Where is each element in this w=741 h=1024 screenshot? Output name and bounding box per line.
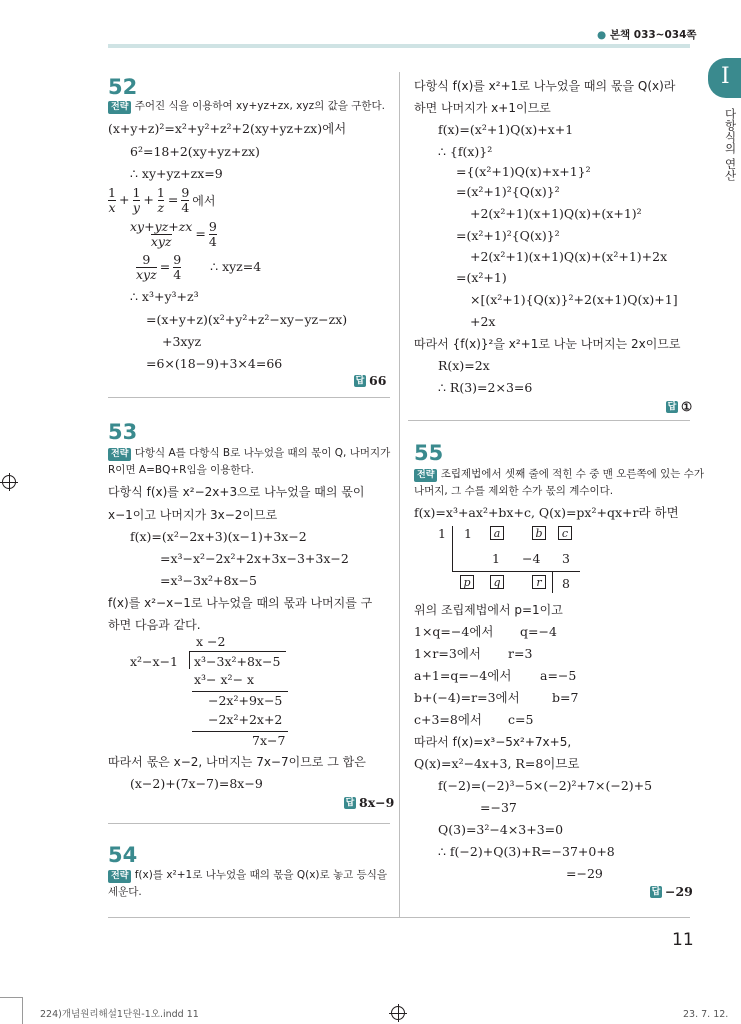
solution-line: +2(x²+1)(x+1)Q(x)+(x+1)² (470, 206, 642, 221)
solution-line: Q(x)=x²−4x+3, R=8이므로 (414, 756, 580, 771)
solution-line: ∴ f(−2)+Q(3)+R=−37+0+8 (438, 844, 615, 859)
problem-number: 53 (108, 420, 138, 444)
solution-line: ∴ R(3)=2×3=6 (438, 380, 533, 395)
solution-line: ={(x²+1)Q(x)+x+1}² (456, 164, 591, 179)
solution-line: 따라서 몫은 x−2, 나머지는 7x−7이므로 그 합은 (108, 755, 366, 769)
strategy-text: 전략 주어진 식을 이용하여 xy+yz+zx, xyz의 값을 구한다. (108, 101, 385, 114)
divider-53-54 (108, 823, 390, 824)
problem-number: 55 (414, 441, 444, 465)
bottom-rule (108, 917, 690, 918)
divider-54-55 (408, 420, 690, 421)
solution-line: =x³−x²−2x²+2x+3x−3+3x−2 (160, 551, 349, 566)
answer-55: 답 −29 (651, 884, 693, 899)
header-rule (108, 44, 690, 48)
solution-line: R(x)=2x (438, 358, 490, 373)
solution-line: ∴ xy+yz+zx=9 (130, 166, 223, 181)
synth-divisor: 1 (438, 526, 446, 541)
fraction-equation: 1 x + $\frac{1}{y}$ + $\frac{1}{z}$ = $\frac{9}{4}$ 에서 (108, 185, 216, 215)
solution-line: (x+y+z)²=x²+y²+z²+2(xy+yz+zx)에서 (108, 121, 347, 136)
registration-mark-icon (391, 1006, 405, 1020)
page-number: 11 (672, 930, 694, 950)
solution-line: Q(3)=3²−4×3+3=0 (438, 822, 564, 837)
solution-line: f(x)=x³+ax²+bx+c, Q(x)=px²+qx+r라 하면 (414, 505, 679, 520)
problem-number: 54 (108, 843, 138, 867)
remainder: 7x−7 (252, 733, 286, 748)
strategy-text: 전략 다항식 A를 다항식 B로 나누었을 때의 몫이 Q, 나머지가 (108, 448, 390, 461)
answer-badge: 답 (651, 887, 661, 898)
registration-mark-icon (2, 475, 16, 489)
solution-line: b+(−4)=r=3에서 (414, 690, 520, 705)
quotient: x −2 (196, 634, 226, 649)
solution-line: 하면 다음과 같다. (108, 618, 201, 632)
answer-54: 답 ① (667, 399, 693, 414)
solution-line: (x−2)+(7x−7)=8x−9 (130, 776, 263, 791)
answer-53: 답 8x−9 (345, 795, 395, 810)
solution-line: =−29 (566, 866, 603, 881)
footer-date: 23. 7. 12. (683, 1009, 729, 1020)
solution-line: b=7 (552, 690, 579, 705)
solution-line: =(x²+1)²{Q(x)}² (456, 228, 560, 243)
solution-line: 6²=18+2(xy+yz+zx) (130, 144, 260, 159)
answer-badge: 답 (345, 798, 355, 809)
strategy-badge: 전략 (414, 469, 437, 482)
solution-line: q=−4 (520, 624, 557, 639)
strategy-text: 전략 조립제법에서 셋째 줄에 적힌 수 중 맨 오른쪽에 있는 수가 (414, 469, 704, 482)
divider-52-53 (108, 397, 390, 398)
solution-line: 위의 조립제법에서 p=1이고 (414, 603, 563, 617)
solution-line: +2(x²+1)(x+1)Q(x)+(x²+1)+2x (470, 249, 668, 264)
solution-line: =6×(18−9)+3×4=66 (146, 356, 283, 371)
solution-line: =(x+y+z)(x²+y²+z²−xy−yz−zx) (146, 312, 348, 327)
strategy-text: 나머지, 그 수를 제외한 수가 몫의 계수이다. (414, 485, 614, 497)
solution-line: =−37 (480, 800, 517, 815)
side-tab-number: I (721, 64, 730, 89)
strategy-text: 세운다. (108, 886, 142, 898)
long-division: x −2 x²−x−1 x³−3x²+8x−5 x³− x²− x −2x²+9x−5 −2x²+2x+2 7x−7 (130, 636, 310, 748)
footer-rule (0, 997, 22, 998)
solution-line: f(x)=(x²+1)Q(x)+x+1 (438, 122, 574, 137)
strategy-text: 전략 f(x)를 x²+1로 나누었을 때의 몫을 Q(x)로 놓고 등식을 (108, 870, 387, 883)
solution-line: =(x²+1)²{Q(x)}² (456, 184, 560, 199)
solution-line: a+1=q=−4에서 (414, 668, 512, 683)
fraction-equation: xy+yz+zx xyz = $\frac{9}{4}$ (130, 219, 217, 249)
solution-line: c=5 (508, 712, 534, 727)
bullet-icon: ● (597, 29, 607, 41)
header-ref: ● 본책 033~034쪽 (597, 29, 697, 41)
solution-line: 하면 나머지가 x+1이므로 (414, 101, 551, 115)
synthetic-division: 1 1 a b c 1 −4 3 p q r 8 (436, 524, 586, 596)
answer-52: 답 66 (355, 373, 387, 388)
solution-line: f(−2)=(−2)³−5×(−2)²+7×(−2)+5 (438, 778, 653, 793)
solution-line: x−1이고 나머지가 3x−2이므로 (108, 508, 278, 522)
solution-line: ∴ {f(x)}² (438, 144, 493, 159)
solution-line: 다항식 f(x)를 x²−2x+3으로 나누었을 때의 몫이 (108, 485, 365, 499)
solution-line: f(x)=(x²−2x+3)(x−1)+3x−2 (130, 529, 307, 544)
strategy-text: R이면 A=BQ+R임을 이용한다. (108, 464, 254, 476)
dividend: x³−3x²+8x−5 (194, 654, 281, 669)
footer-file: 224)개념원리해설1단원-1오.indd 11 (40, 1009, 199, 1020)
solution-line: 1×r=3에서 (414, 646, 481, 661)
answer-badge: 답 (667, 402, 677, 413)
strategy-badge: 전략 (108, 870, 131, 883)
solution-line: 따라서 {f(x)}²을 x²+1로 나눈 나머지는 2x이므로 (414, 337, 681, 351)
solution-line: ∴ x³+y³+z³ (130, 289, 199, 304)
solution-line: 따라서 f(x)=x³−5x²+7x+5, (414, 735, 572, 749)
divisor: x²−x−1 (130, 654, 179, 669)
solution-line: ×[(x²+1){Q(x)}²+2(x+1)Q(x)+1] (470, 292, 678, 307)
solution-line: a=−5 (540, 668, 577, 683)
solution-line: f(x)를 x²−x−1로 나누었을 때의 몫과 나머지를 구 (108, 596, 373, 610)
problem-number: 52 (108, 75, 138, 99)
solution-line: =(x²+1) (456, 270, 507, 285)
solution-line: 1×q=−4에서 (414, 624, 494, 639)
solution-line: +2x (470, 314, 496, 329)
solution-line: =x³−3x²+8x−5 (160, 573, 257, 588)
solution-line: r=3 (508, 646, 533, 661)
solution-line: +3xyz (162, 334, 202, 349)
solution-line: c+3=8에서 (414, 712, 483, 727)
answer-badge: 답 (355, 376, 365, 387)
strategy-badge: 전략 (108, 101, 131, 114)
side-tab-label: 다항식의 연산 (723, 108, 738, 181)
footer-rule (22, 997, 23, 1024)
solution-line: 다항식 f(x)를 x²+1로 나누었을 때의 몫을 Q(x)라 (414, 79, 676, 93)
column-divider (399, 72, 400, 917)
fraction-equation: 9 xyz = $\frac{9}{4}$ ∴ xyz=4 (136, 252, 262, 282)
strategy-badge: 전략 (108, 448, 131, 461)
